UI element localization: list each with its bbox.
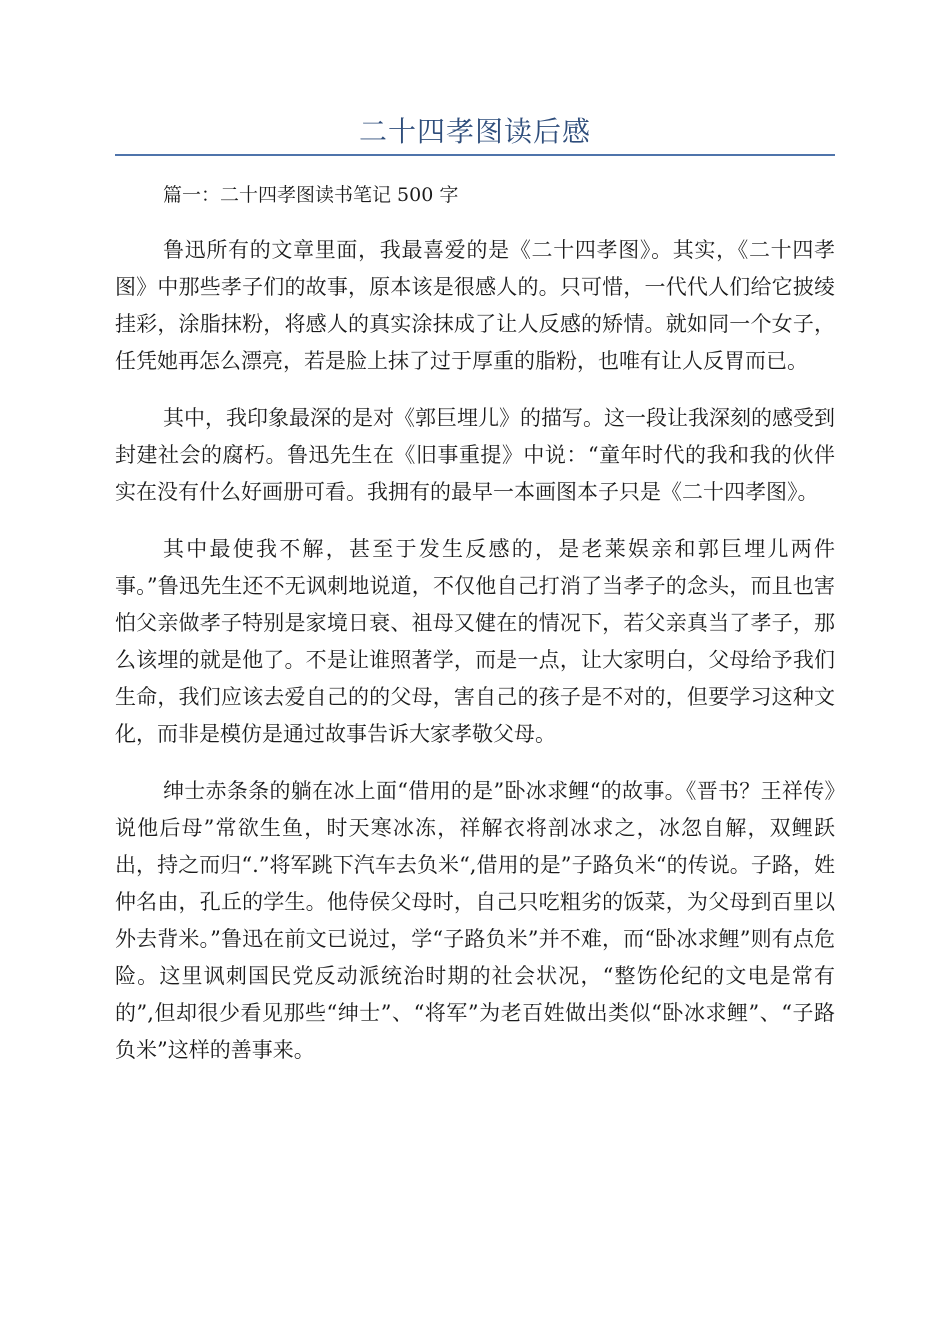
paragraph-1: 鲁迅所有的文章里面，我最喜爱的是《二十四孝图》。其实，《二十四孝图》中那些孝子们的故事，原本该是很感人的。只可惜，一代代人们给它披绫挂彩，涂脂抹粉，将感人的真实涂抹成了让人反感的矫情。就如同一个女子，任凭她再怎么漂亮，若是脸上抹了过于厚重的脂粉，也唯有让人反胃而已。 xyxy=(115,238,835,373)
page-title: 二十四孝图读后感 xyxy=(358,115,591,148)
paragraph-3: 其中最使我不解，甚至于发生反感的，是老莱娱亲和郭巨埋儿两件事。”鲁迅先生还不无讽刺地说道，不仅他自己打消了当孝子的念头，而且也害怕父亲做孝子特别是家境日衰、祖母又健在的情况下，若父亲真当了孝子，那么该埋的就是他了。不是让谁照著学，而是一点，让大家明白，父母给予我们生命，我们应该去爱自己的的父母，害自己的孩子是不对的，但要学习这种文化，而非是模仿是通过故事告诉大家孝敬父母。 xyxy=(115,537,835,746)
paragraph-4: 绅士赤条条的躺在冰上面“借用的是”卧冰求鲤“的故事。《晋书？王祥传》说他后母”常欲生鱼，时天寒冰冻，祥解衣将剖冰求之，冰忽自解，双鲤跃出，持之而归“.”将军跳下汽车去负米“,借用的是”子路负米“的传说。子路，姓仲名由，孔丘的学生。他侍侯父母时，自己只吃粗劣的饭菜，为父母到百里以外去背米。”鲁迅在前文已说过，学“子路负米”并不难，而“卧冰求鲤”则有点危险。这里讽刺国民党反动派统治时期的社会状况，“整饬伦纪的文电是常有的”,但却很少看见那些“绅士”、“将军”为老百姓做出类似“卧冰求鲤”、“子路负米”这样的善事来。 xyxy=(115,779,835,1062)
paragraph-2: 其中，我印象最深的是对《郭巨埋儿》的描写。这一段让我深刻的感受到封建社会的腐朽。鲁迅先生在《旧事重提》中说：“童年时代的我和我的伙伴实在没有什么好画册可看。我拥有的最早一本画图本子只是《二十四孝图》。 xyxy=(115,406,835,504)
body-text xyxy=(115,232,835,1089)
title-underline xyxy=(115,154,835,156)
section-subheading: 篇一：二十四孝图读书笔记 500 字 xyxy=(163,184,459,206)
